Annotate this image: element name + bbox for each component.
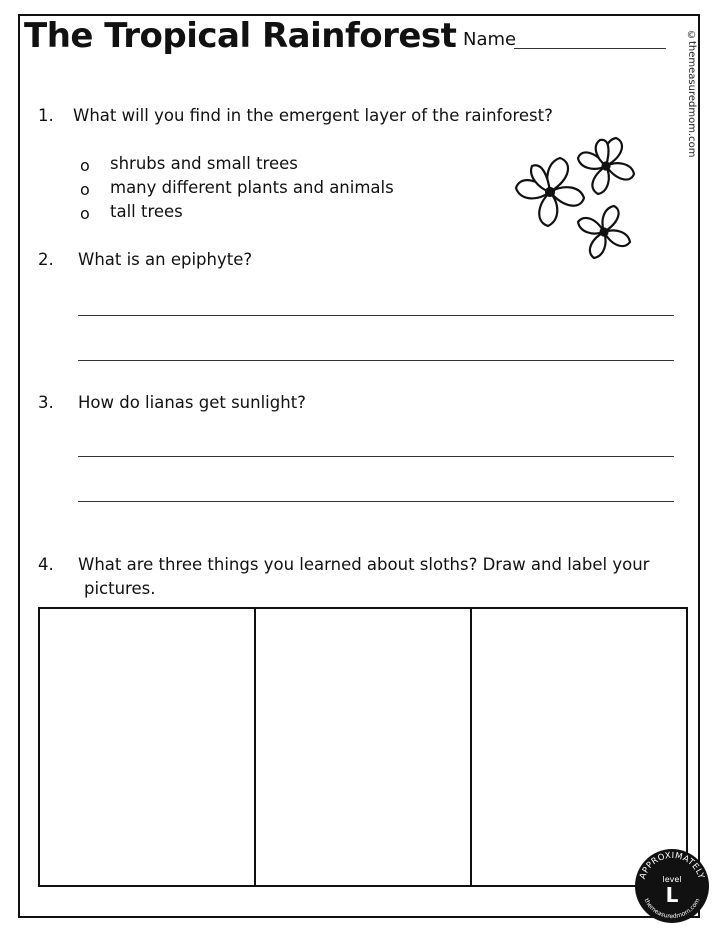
option-1-bullet: o [80, 156, 90, 175]
badge-level-letter: L [665, 883, 679, 907]
question-4-text-line2: pictures. [84, 579, 156, 598]
answer-line[interactable] [78, 315, 674, 316]
copyright-watermark: ©themeasuredmom.com [686, 30, 697, 158]
question-1-number: 1. [38, 106, 54, 125]
question-1-text: What will you find in the emergent layer of the rainforest? [73, 106, 553, 125]
drawing-boxes [38, 607, 688, 887]
name-field-line[interactable] [514, 48, 666, 49]
question-4-text: What are three things you learned about sloths? Draw and label your [78, 555, 650, 574]
question-4-number: 4. [38, 555, 54, 574]
badge-bottom-text: themeasuredmom.com [642, 897, 702, 921]
flowers-illustration [512, 134, 642, 268]
name-label: Name [463, 29, 517, 50]
drawing-box-2[interactable] [256, 609, 472, 885]
option-1-text[interactable]: shrubs and small trees [110, 154, 298, 173]
question-2-number: 2. [38, 250, 54, 269]
answer-line[interactable] [78, 501, 674, 502]
option-3-text[interactable]: tall trees [110, 202, 183, 221]
answer-line[interactable] [78, 456, 674, 457]
option-2-bullet: o [80, 180, 90, 199]
question-3-text: How do lianas get sunlight? [78, 393, 306, 412]
badge-level-label: level [662, 875, 682, 884]
level-badge [634, 848, 710, 924]
option-2-text[interactable]: many different plants and animals [110, 178, 394, 197]
badge-top-text: APPROXIMATELY [637, 850, 707, 881]
page-title: The Tropical Rainforest [24, 16, 457, 56]
question-3-number: 3. [38, 393, 54, 412]
answer-line[interactable] [78, 360, 674, 361]
drawing-box-3[interactable] [472, 609, 686, 885]
option-3-bullet: o [80, 204, 90, 223]
drawing-box-1[interactable] [40, 609, 256, 885]
question-2-text: What is an epiphyte? [78, 250, 253, 269]
